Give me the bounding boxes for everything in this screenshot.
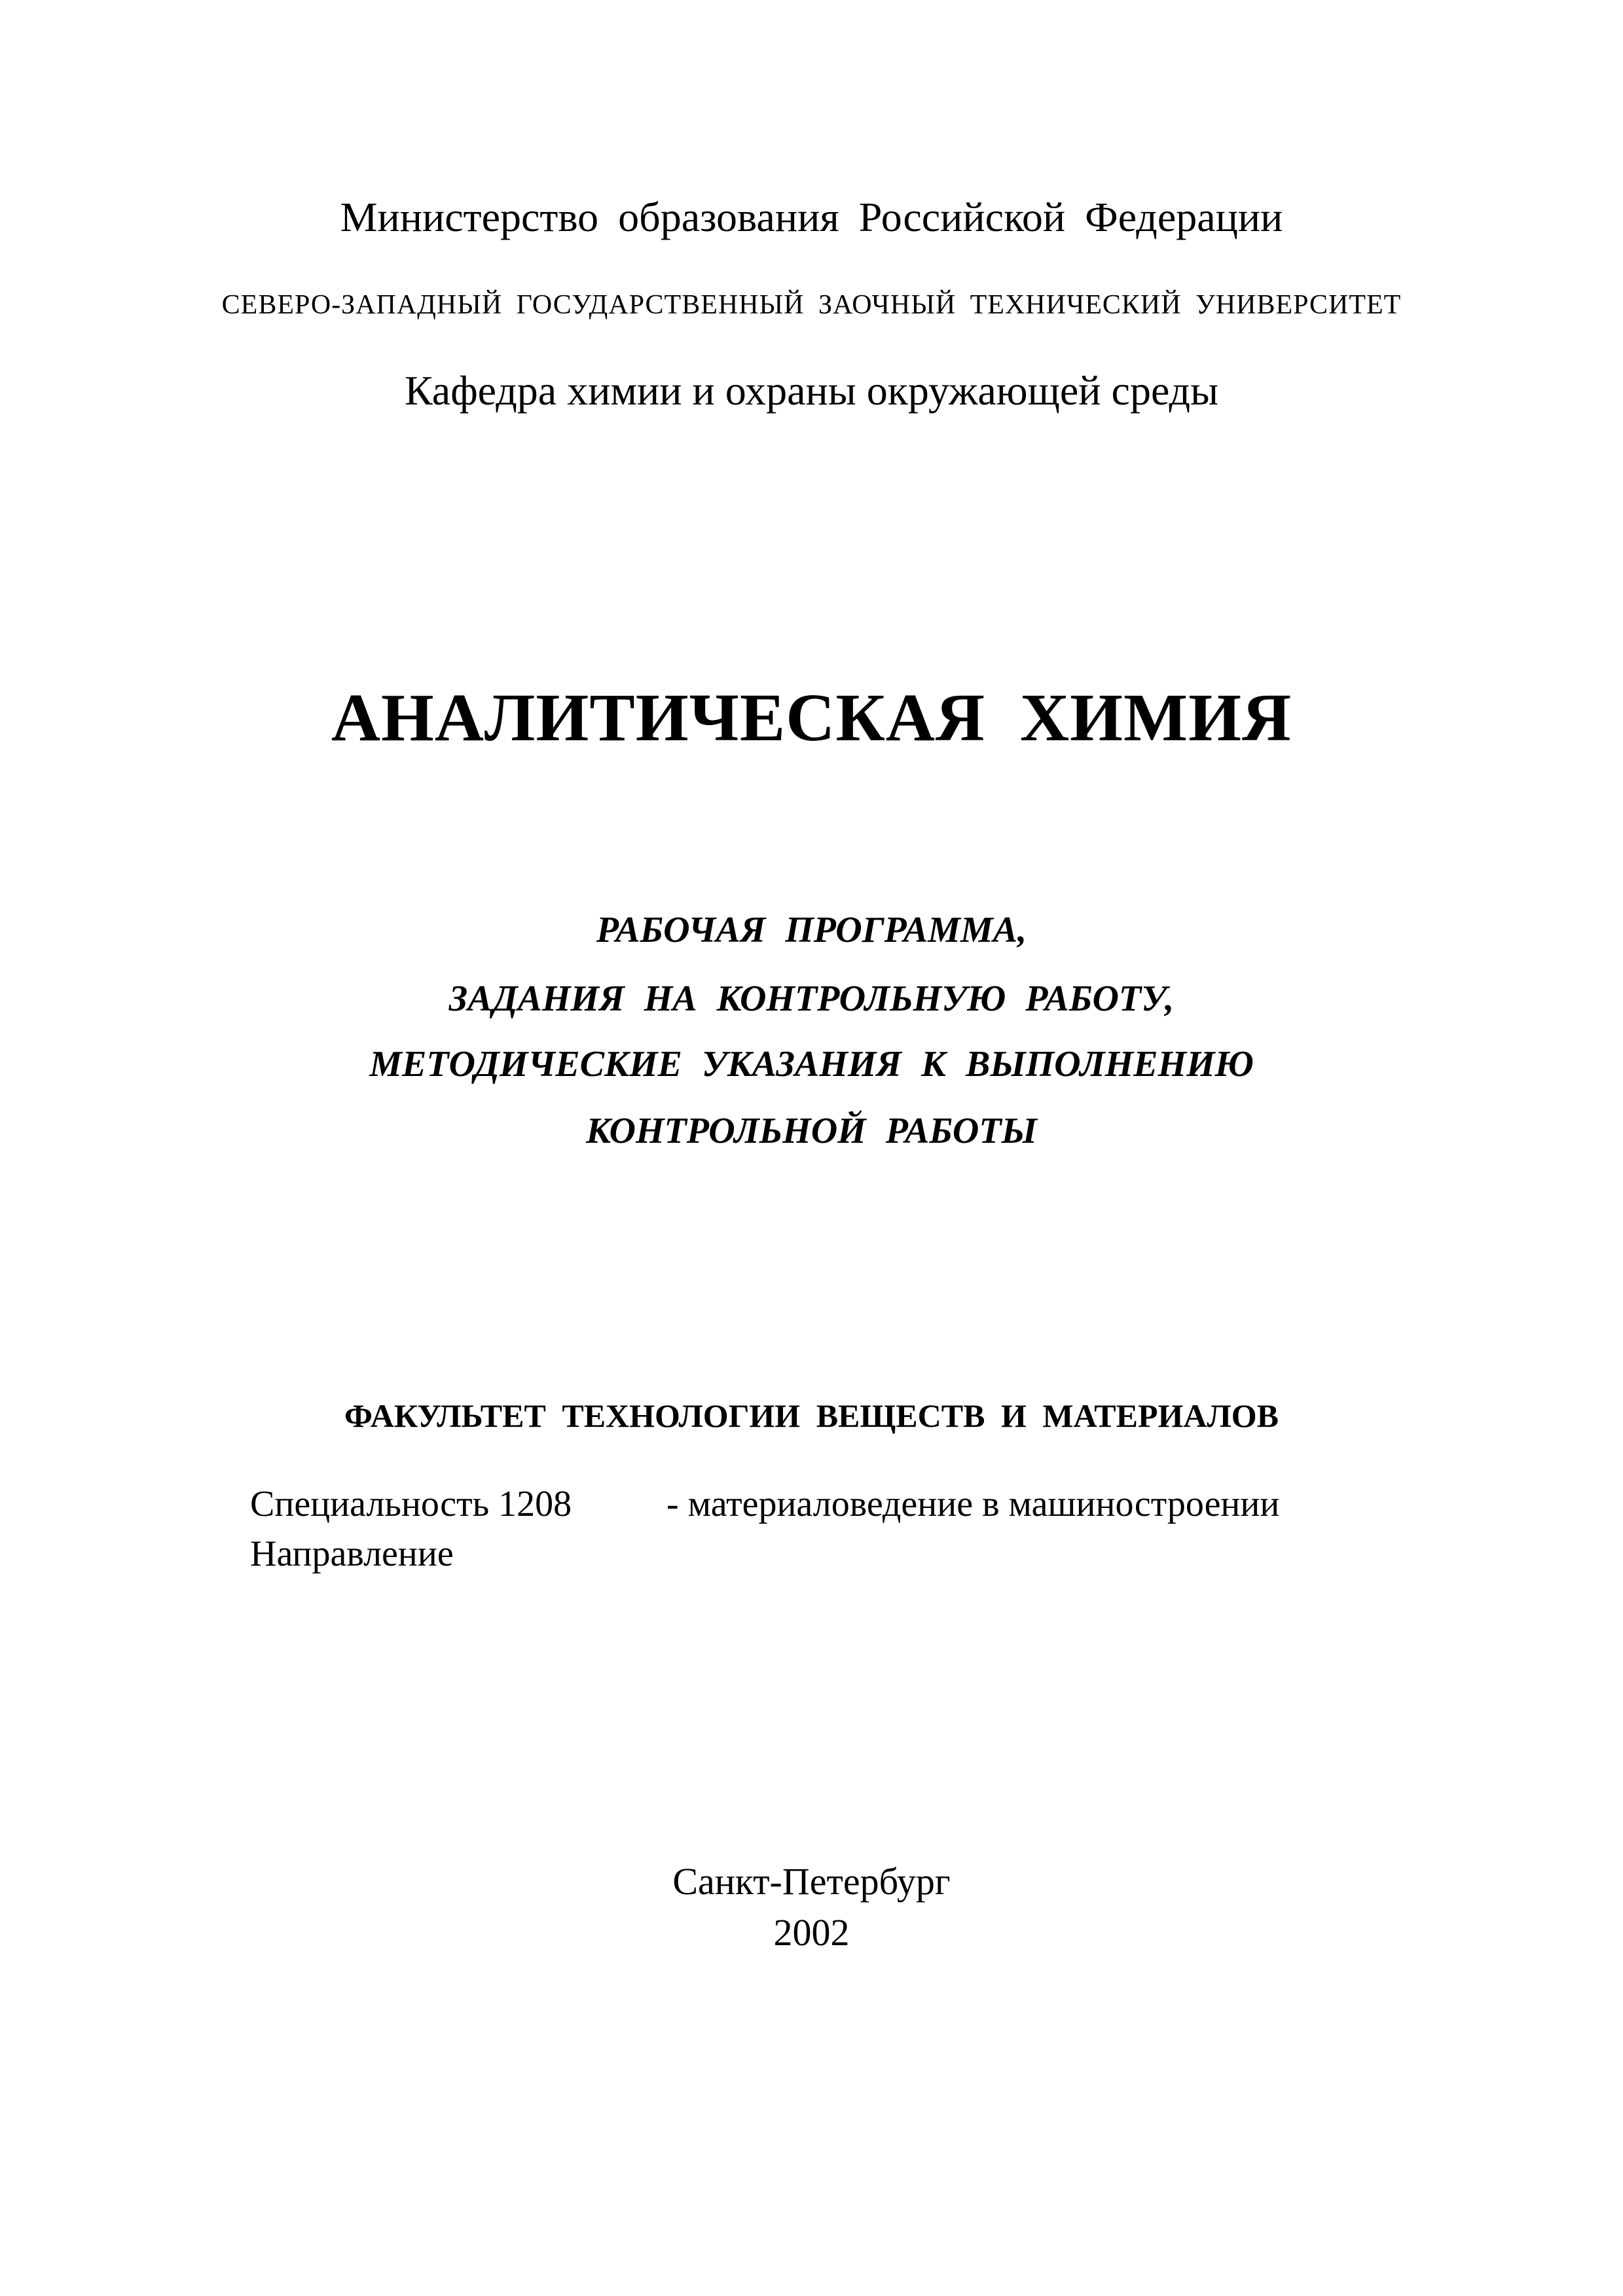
city-line: Санкт-Петербург [672,1860,951,1903]
specialty-label: Специальность 1208 [250,1484,572,1524]
subtitle-line: РАБОЧАЯ ПРОГРАММА, [596,910,1027,950]
subtitle-line: ЗАДАНИЯ НА КОНТРОЛЬНУЮ РАБОТУ, [448,978,1175,1019]
direction-label: Направление [250,1534,454,1574]
university-line: СЕВЕРО-ЗАПАДНЫЙ ГОСУДАРСТВЕННЫЙ ЗАОЧНЫЙ ТЕХНИЧЕСКИЙ УНИВЕРСИТЕТ [221,290,1402,320]
department-line: Кафедра химии и охраны окружающей среды [404,367,1219,414]
ministry-line: Министерство образования Российской Федерации [340,194,1283,240]
faculty-line: ФАКУЛЬТЕТ ТЕХНОЛОГИИ ВЕЩЕСТВ И МАТЕРИАЛОВ [344,1397,1279,1434]
specialty-value: - материаловедение в машиностроении [666,1484,1280,1524]
year-line: 2002 [773,1911,850,1954]
subtitle-line: МЕТОДИЧЕСКИЕ УКАЗАНИЯ К ВЫПОЛНЕНИЮ [369,1044,1254,1085]
subtitle-line: КОНТРОЛЬНОЙ РАБОТЫ [586,1111,1037,1151]
document-title: АНАЛИТИЧЕСКАЯ ХИМИЯ [331,680,1292,755]
